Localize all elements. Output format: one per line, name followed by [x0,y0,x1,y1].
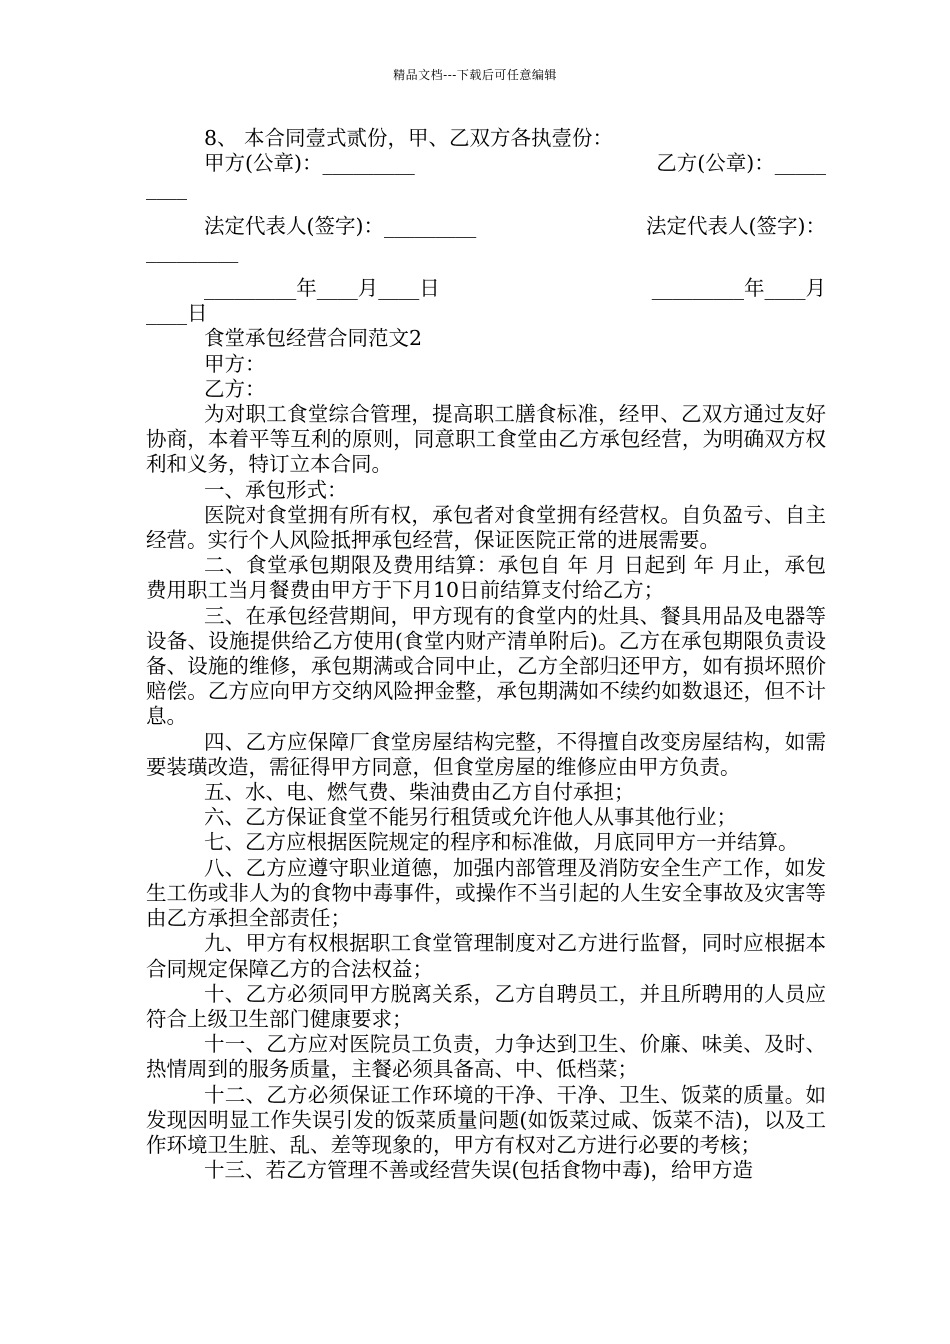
paragraph: 十一、乙方应对医院员工负责，力争达到卫生、价廉、味美、及时、热情周到的服务质量，主餐必须具备高、中、低档菜； [146,1032,826,1082]
representative-a: 法定代表人(签字)：_________ [204,213,477,238]
contract-body [146,126,826,1183]
paragraph: 二、食堂承包期限及费用结算：承包自 年 月 日起到 年 月止，承包费用职工当月餐费由甲方于下月10日前结算支付给乙方； [146,553,826,603]
paragraph: 为对职工食堂综合管理，提高职工膳食标准，经甲、乙双方通过友好协商，本着平等互利的原则，同意职工食堂由乙方承包经营，为明确双方权利和义务，特订立本合同。 [146,402,826,477]
party-a-label: 甲方： [204,351,266,376]
date-row [146,276,826,301]
representative-b-cont: _________ [146,238,239,263]
section-heading: 一、承包形式： [204,477,348,502]
paragraph: 四、乙方应保障厂食堂房屋结构完整，不得擅自改变房屋结构，如需要装璜改造，需征得甲方同意，但食堂房屋的维修应由甲方负责。 [146,729,826,779]
representative-b: 法定代表人(签字)： [646,213,826,238]
date-b-cont: ____日 [146,301,208,326]
date-b: _________年____月 [651,276,826,301]
date-a: _________年____月____日 [204,276,440,301]
paragraph: 八、乙方应遵守职业道德，加强内部管理及消防安全生产工作，如发生工伤或非人为的食物中毒事件，或操作不当引起的人生安全事故及灾害等由乙方承担全部责任； [146,855,826,931]
party-b-label: 乙方： [204,376,266,401]
paragraph: 医院对食堂拥有所有权，承包者对食堂拥有经营权。自负盈亏、自主经营。实行个人风险抵押承包经营，保证医院正常的进展需要。 [146,502,826,553]
party-b-seal-cont: ____ [146,176,187,201]
paragraph: 三、在承包经营期间，甲方现有的食堂内的灶具、餐具用品及电器等设备、设施提供给乙方使用(食堂内财产清单附后)。乙方在承包期限负责设备、设施的维修，承包期满或合同中止，乙方全部归还甲方，如有损坏照价赔偿。乙方应向甲方交纳风险押金整，承包期满如不续约如数退还，但不计息。 [146,603,826,729]
document-title: 食堂承包经营合同范文2 [204,326,423,351]
paragraph: 九、甲方有权根据职工食堂管理制度对乙方进行监督，同时应根据本合同规定保障乙方的合法权益； [146,931,826,981]
paragraph: 十二、乙方必须保证工作环境的干净、干净、卫生、饭菜的质量。如发现因明显工作失误引发的饭菜质量问题(如饭菜过咸、饭菜不洁)，以及工作环境卫生脏、乱、差等现象的，甲方有权对乙方进行必要的考核； [146,1082,826,1157]
party-a-seal: 甲方(公章)：_________ [204,151,415,176]
paragraph: 十三、若乙方管理不善或经营失误(包括食物中毒)，给甲方造 [204,1158,753,1183]
paragraph: 十、乙方必须同甲方脱离关系，乙方自聘员工，并且所聘用的人员应符合上级卫生部门健康要求； [146,981,826,1031]
page-header: 精品文档---下载后可任意编辑 [393,68,557,82]
representative-row [146,214,826,239]
paragraph: 六、乙方保证食堂不能另行租赁或允许他人从事其他行业； [204,805,737,830]
clause-8: 8、 本合同壹式贰份，甲、乙双方各执壹份： [204,126,614,150]
party-b-seal: 乙方(公章)：_____ [656,151,826,176]
paragraph: 七、乙方应根据医院规定的程序和标准做，月底同甲方一并结算。 [204,830,799,855]
seal-row [146,151,826,176]
paragraph: 五、水、电、燃气费、柴油费由乙方自付承担； [204,780,635,805]
